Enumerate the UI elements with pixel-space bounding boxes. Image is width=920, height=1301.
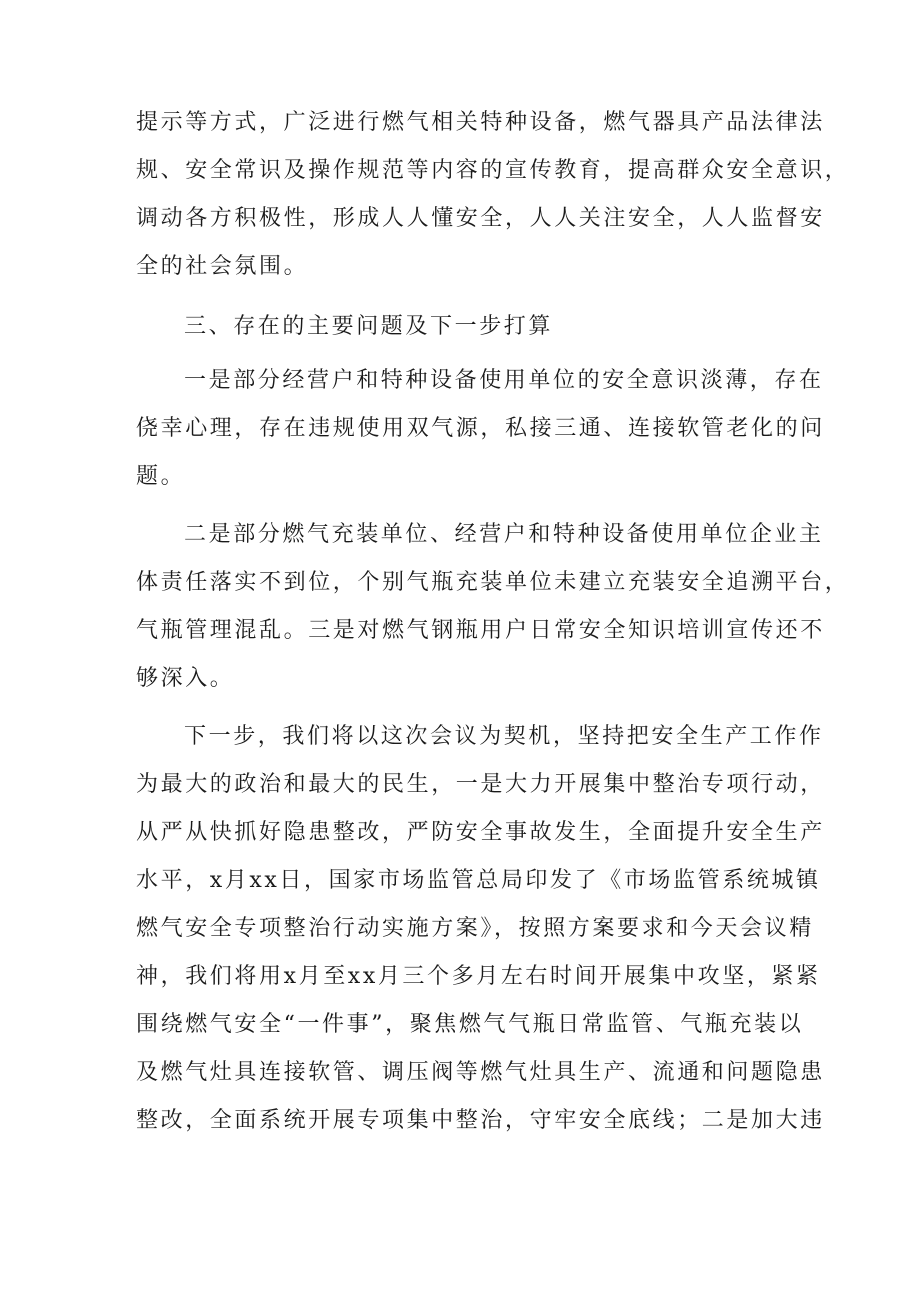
- text-line: 全的社会氛围。: [136, 254, 309, 279]
- text-line: 气瓶管理混乱。三是对燃气钢瓶用户日常安全知识培训宣传还不: [136, 618, 825, 643]
- text-line: 围绕燃气安全“一件事”，聚焦燃气气瓶日常监管、气瓶充装以: [136, 1012, 804, 1037]
- text-line: 体责任落实不到位，个别气瓶充装单位未建立充装安全追溯平台，: [136, 570, 850, 595]
- text-line: 从严从快抓好隐患整改，严防安全事故发生，全面提升安全生产: [136, 820, 825, 845]
- text-line: 一是部分经营户和特种设备使用单位的安全意识淡薄，存在: [184, 368, 824, 393]
- text-line: 为最大的政治和最大的民生，一是大力开展集中整治专项行动，: [136, 772, 825, 797]
- text-line: 规、安全常识及操作规范等内容的宣传教育，提高群众安全意识，: [136, 158, 850, 183]
- text-line: 整改，全面系统开展专项集中整治，守牢安全底线；二是加大违: [136, 1108, 825, 1133]
- text-line: 及燃气灶具连接软管、调压阀等燃气灶具生产、流通和问题隐患: [136, 1060, 825, 1085]
- text-line: 二是部分燃气充装单位、经营户和特种设备使用单位企业主: [184, 522, 824, 547]
- text-line: 题。: [136, 464, 186, 489]
- text-line: 水平，x月xx日，国家市场监管总局印发了《市场监管系统城镇: [136, 868, 821, 893]
- text-line: 侥幸心理，存在违规使用双气源，私接三通、连接软管老化的问: [136, 416, 825, 441]
- text-line: 调动各方积极性，形成人人懂安全，人人关注安全，人人监督安: [136, 206, 825, 231]
- text-line: 提示等方式，广泛进行燃气相关特种设备，燃气器具产品法律法: [136, 110, 825, 135]
- text-line: 下一步，我们将以这次会议为契机，坚持把安全生产工作作: [184, 724, 824, 749]
- text-line: 燃气安全专项整治行动实施方案》，按照方案要求和今天会议精: [136, 916, 814, 941]
- text-line: 够深入。: [136, 666, 235, 691]
- section-heading: 三、存在的主要问题及下一步打算: [184, 314, 554, 339]
- text-line: 神，我们将用x月至xx月三个多月左右时间开展集中攻坚，紧紧: [136, 964, 821, 989]
